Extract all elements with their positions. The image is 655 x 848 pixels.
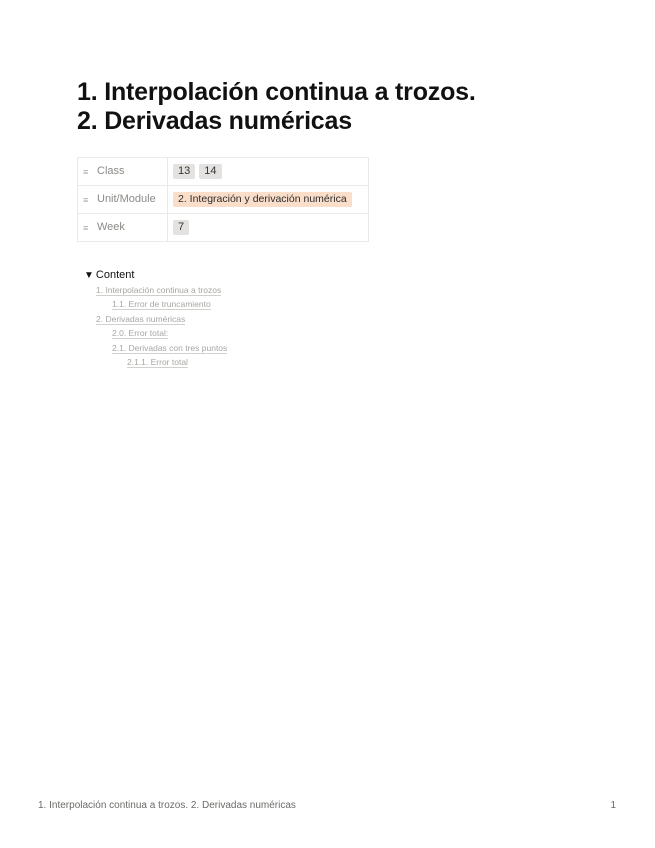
toc-link[interactable]: 1. Interpolación continua a trozos [96,285,222,295]
toc-item [84,283,227,297]
tag-chip[interactable]: 2. Integración y derivación numérica [173,192,352,207]
toc-link[interactable]: 2. Derivadas numéricas [96,313,186,324]
toc-link[interactable]: 2.1. Derivadas con tres puntos [112,342,228,353]
property-label: Week [97,221,125,234]
toc-item [84,297,227,311]
footer-title: 1. Interpolación continua a trozos. 2. Derivadas numéricas [38,800,296,811]
property-key-class [78,158,168,186]
toc-item [84,326,227,340]
property-row-unit-module [78,186,369,214]
tag-chip[interactable]: 13 [173,164,195,179]
property-key-week [78,214,168,242]
page-title-line-1: 1. Interpolación continua a trozos. [77,78,476,106]
property-key-unit-module [78,186,168,214]
property-value-class[interactable] [168,158,369,186]
toc-toggle[interactable] [84,268,227,283]
toc-summary-label: Content [95,269,135,281]
triangle-down-icon[interactable]: ▼ [84,270,94,281]
properties-table [77,157,369,242]
property-row-class [78,158,369,186]
property-row-week [78,214,369,242]
toc-item [84,341,227,355]
list-icon: ≡ [83,194,89,205]
toc-link[interactable]: 2.1.1. Error total [127,357,188,368]
page-title [77,78,597,136]
table-of-contents [84,268,227,369]
toc-item [84,312,227,326]
property-value-unit-module[interactable] [168,186,369,214]
list-icon: ≡ [83,222,89,233]
list-icon: ≡ [83,166,89,177]
property-value-week[interactable] [168,214,369,242]
page-number: 1 [610,800,616,811]
toc-link[interactable]: 1.1. Error de truncamiento [112,299,211,310]
toc-list [84,283,227,369]
toc-link[interactable]: 2.0. Error total: [112,328,169,339]
toc-item [84,355,227,369]
property-label: Class [97,165,125,178]
property-label: Unit/Module [97,193,156,206]
tag-chip[interactable]: 7 [173,220,189,235]
tag-chip[interactable]: 14 [199,164,221,179]
page-title-line-2: 2. Derivadas numéricas [77,107,352,135]
